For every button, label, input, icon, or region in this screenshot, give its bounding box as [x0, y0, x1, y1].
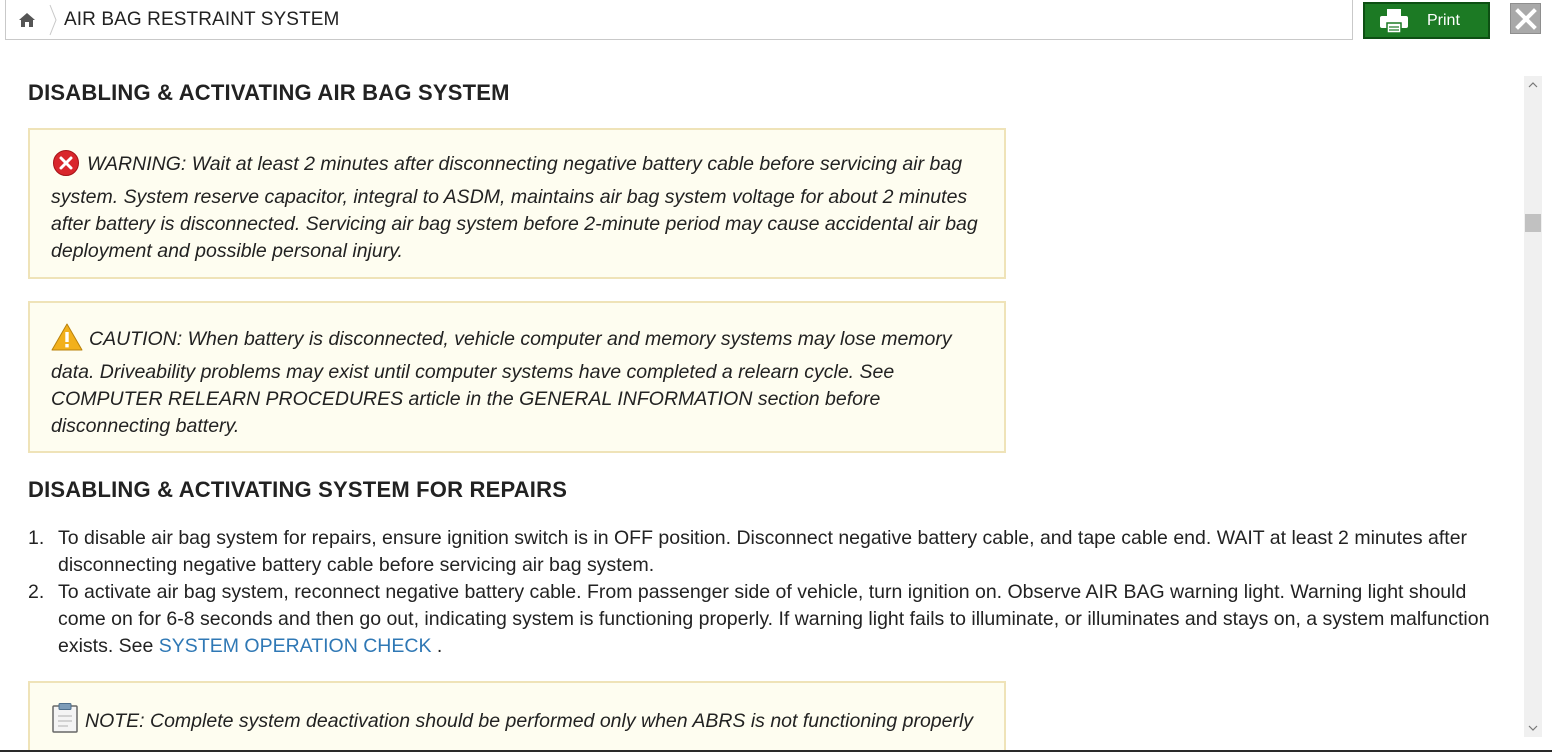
chevron-down-icon	[1528, 725, 1538, 731]
caution-text: CAUTION: When battery is disconnected, vehicle computer and memory systems may lose memory data. Driveability problems may exist until computer systems have completed a relearn cycle. See COMPUTER RELEARN PROCEDURES article in the GENERAL INFORMATION section before disconnecting battery.	[51, 328, 952, 437]
step-suffix: .	[431, 635, 443, 657]
list-item	[28, 525, 1508, 579]
home-icon	[18, 12, 36, 28]
home-button[interactable]	[6, 1, 48, 39]
breadcrumb-title[interactable]: AIR BAG RESTRAINT SYSTEM	[64, 8, 340, 30]
note-notice	[28, 681, 1006, 752]
section-title-repairs: DISABLING & ACTIVATING SYSTEM FOR REPAIRS	[28, 477, 568, 502]
step-number: 1.	[28, 527, 45, 549]
clipboard-icon	[51, 703, 79, 741]
scroll-up-button[interactable]	[1524, 76, 1542, 94]
breadcrumb-separator-icon	[48, 1, 58, 39]
printer-icon	[1379, 8, 1409, 34]
error-icon	[51, 150, 81, 184]
system-operation-check-link[interactable]: SYSTEM OPERATION CHECK	[158, 635, 432, 657]
close-button[interactable]	[1510, 3, 1541, 34]
step-text: To disable air bag system for repairs, ensure ignition switch is in OFF position. Disconnect negative battery cable, and tape cable end. WAIT at least 2 minutes after disconnecting negative battery cable before servicing air bag system.	[58, 527, 1468, 576]
list-item	[28, 579, 1508, 660]
step-text: To activate air bag system, reconnect negative battery cable. From passenger side of vehicle, turn ignition on. Observe AIR BAG warning light. Warning light should come on for 6-8 seconds and then go out, indicating system is functioning properly. If warning light fails to illuminate, or illuminates and stays on, a system malfunction exists. See	[58, 581, 1490, 657]
scroll-down-button[interactable]	[1524, 719, 1542, 737]
chevron-up-icon	[1528, 82, 1538, 88]
repair-steps-list	[28, 525, 1508, 660]
warning-text: WARNING: Wait at least 2 minutes after disconnecting negative battery cable before servicing air bag system. System reserve capacitor, integral to ASDM, maintains air bag system voltage for about 2 minutes after battery is disconnected. Servicing air bag system before 2-minute period may cause accidental air bag deployment and possible personal injury.	[51, 153, 978, 262]
warning-notice	[28, 128, 1006, 279]
warning-triangle-icon	[51, 323, 83, 359]
note-text: NOTE: Complete system deactivation should be performed only when ABRS is not functioning properly	[85, 710, 974, 732]
step-number: 2.	[28, 581, 45, 603]
vertical-scrollbar[interactable]	[1524, 76, 1542, 737]
breadcrumb	[5, 0, 1353, 40]
document-content	[0, 60, 1520, 752]
caution-notice	[28, 301, 1006, 453]
close-icon	[1515, 8, 1537, 30]
print-button[interactable]	[1363, 2, 1490, 39]
scroll-thumb[interactable]	[1525, 214, 1541, 232]
section-title-disabling-activating: DISABLING & ACTIVATING AIR BAG SYSTEM	[28, 80, 510, 105]
print-label: Print	[1427, 11, 1460, 29]
